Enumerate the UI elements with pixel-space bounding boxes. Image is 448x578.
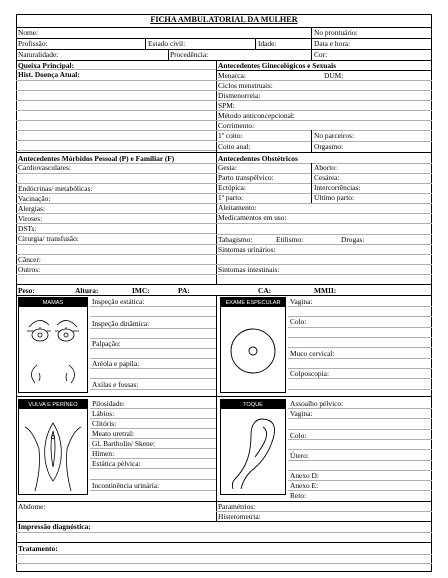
alergias-field[interactable]: Alergias:: [18, 204, 45, 213]
column-divider: [216, 295, 217, 501]
line: [90, 368, 216, 369]
line: [216, 203, 432, 204]
line: [16, 193, 216, 194]
toque-colo-field[interactable]: Colo:: [290, 431, 307, 440]
line: [16, 532, 432, 533]
idade-field[interactable]: Idade:: [258, 39, 277, 48]
impressao-field[interactable]: Impressão diagnóstica:: [18, 522, 91, 531]
line: [16, 150, 216, 151]
line: [216, 244, 432, 245]
vacinacao-field[interactable]: Vacinação:: [18, 194, 51, 203]
orgasmo-field[interactable]: Orgasmo:: [314, 142, 344, 151]
line: [16, 554, 432, 555]
toque-vagina-field[interactable]: Vagina:: [290, 409, 313, 418]
line: [16, 110, 216, 111]
obstetricos-heading: Antecedentes Obstétricos: [218, 154, 298, 163]
line: [288, 347, 432, 348]
aborto-field[interactable]: Aborto:: [314, 163, 337, 172]
line: [90, 428, 216, 429]
line: [16, 244, 216, 245]
line: [288, 358, 432, 359]
line: [288, 439, 432, 440]
line: [216, 254, 432, 255]
dismenorreia-field[interactable]: Dismenorreia:: [218, 91, 261, 100]
drogas-field[interactable]: Drogas:: [341, 235, 365, 244]
imc-field[interactable]: IMC:: [132, 286, 150, 295]
bartholin-field[interactable]: Gl. Bartholin/ Skene:: [92, 439, 156, 448]
cesarea-field[interactable]: Cesárea:: [314, 173, 340, 182]
ectopica-field[interactable]: Ectópica:: [218, 183, 246, 192]
line: [216, 173, 432, 174]
divider: [16, 542, 432, 543]
line: [288, 389, 432, 390]
queixa-label: Queixa Principal:: [18, 61, 75, 70]
primeiro-parto-field[interactable]: 1º parto:: [218, 193, 244, 202]
himen-field[interactable]: Hímen:: [92, 449, 115, 458]
ultimo-parto-field[interactable]: Último parto:: [314, 193, 355, 202]
incontinencia-field[interactable]: Incontinência urinária:: [92, 481, 160, 490]
naturalidade-field[interactable]: Naturalidade:: [18, 50, 59, 59]
toque-caption: TOQUE: [221, 400, 285, 409]
mamas-caption: MAMAS: [19, 298, 87, 307]
line: [90, 458, 216, 459]
altura-field[interactable]: Altura:: [75, 286, 99, 295]
histerometria-field[interactable]: Histerometria:: [218, 512, 261, 521]
uterus-illustration: [221, 409, 285, 494]
sint-intestinais-field[interactable]: Sintomas intestinais:: [218, 265, 280, 274]
divider-v: [255, 38, 256, 49]
abdome-field[interactable]: Abdome:: [18, 502, 46, 511]
line: [16, 69, 216, 70]
axilas-field[interactable]: Axilas e fossas:: [92, 380, 139, 389]
line: [16, 563, 432, 564]
spm-field[interactable]: SPM:: [218, 101, 235, 110]
line: [16, 130, 216, 131]
line: [288, 429, 432, 430]
line: [16, 274, 216, 275]
line: [16, 90, 216, 91]
tratamento-field[interactable]: Tratamento:: [18, 544, 58, 553]
column-divider: [216, 60, 217, 284]
line: [288, 460, 432, 461]
line: [90, 378, 216, 379]
data-hora-field[interactable]: Data e hora:: [314, 39, 351, 48]
utero-field[interactable]: Útero:: [290, 451, 309, 460]
parto-transp-field[interactable]: Parto transpélvico:: [218, 173, 274, 182]
line: [16, 120, 216, 121]
line: [288, 418, 432, 419]
line: [288, 490, 432, 491]
peso-field[interactable]: Peso:: [18, 286, 35, 295]
line: [90, 306, 216, 307]
dsts-field[interactable]: DSTs:: [18, 224, 37, 233]
line: [90, 479, 216, 480]
parceiros-field[interactable]: No parceiros:: [314, 131, 355, 140]
anexo-e-field[interactable]: Anexo E:: [290, 481, 319, 490]
corrimento-field[interactable]: Corrimento:: [218, 121, 255, 130]
divider: [16, 295, 432, 296]
line: [288, 327, 432, 328]
hda-label: Hist. Doença Atual:: [18, 70, 80, 79]
medicamentos-field[interactable]: Medicamentos em uso:: [218, 213, 287, 222]
line: [16, 264, 216, 265]
esp-vagina-field[interactable]: Vagina:: [290, 297, 313, 306]
line: [216, 163, 432, 164]
colposcopia-field[interactable]: Colposcopia:: [290, 369, 330, 378]
menarca-field[interactable]: Menarca:: [218, 71, 246, 80]
etilismo-field[interactable]: Etilismo:: [276, 235, 304, 244]
prontuario-field[interactable]: No prontuário:: [314, 28, 358, 37]
line: [288, 306, 432, 307]
line: [16, 163, 216, 164]
line: [216, 100, 432, 101]
toque-diagram: [220, 399, 286, 495]
viroses-field[interactable]: Viroses:: [18, 214, 43, 223]
line: [90, 316, 216, 317]
inspecao-dinamica-field[interactable]: Inspeção dinâmica:: [92, 319, 150, 328]
muco-field[interactable]: Muco cervical:: [290, 349, 335, 358]
anexo-d-field[interactable]: Anexo D:: [290, 471, 319, 480]
vulva-illustration: [19, 409, 87, 494]
line: [216, 264, 432, 265]
line: [90, 418, 216, 419]
pa-field[interactable]: PA:: [178, 286, 190, 295]
vulva-caption: VULVA E PERÍNEO: [19, 400, 87, 409]
areola-field[interactable]: Aréola e papila:: [92, 359, 140, 368]
nome-field[interactable]: Nome:: [18, 28, 39, 37]
line: [288, 449, 432, 450]
line: [16, 233, 216, 234]
line: [16, 203, 216, 204]
morbidos-heading: Antecedentes Mórbidos Pessoal (P) e Familiar (F): [18, 154, 175, 163]
line: [16, 254, 216, 255]
intercorrencias-field[interactable]: Intercorrências:: [314, 183, 361, 192]
divider: [16, 27, 432, 28]
line: [216, 223, 432, 224]
coito1-field[interactable]: 1º coito:: [218, 131, 243, 140]
pilosidade-field[interactable]: Pilosidade:: [92, 399, 125, 408]
tabagismo-field[interactable]: Tabagismo:: [218, 235, 253, 244]
breast-illustration: [19, 307, 87, 392]
metodo-field[interactable]: Método anticoncepcional:: [218, 111, 295, 120]
divider-v: [168, 49, 169, 60]
line: [288, 408, 432, 409]
ciclos-field[interactable]: Ciclos menstruais:: [218, 81, 273, 90]
line: [90, 448, 216, 449]
aleitamento-field[interactable]: Aleitamento:: [218, 203, 257, 212]
divider: [16, 284, 432, 285]
line: [288, 337, 432, 338]
line: [288, 470, 432, 471]
line: [90, 338, 216, 339]
divider: [16, 152, 432, 153]
esp-colo-field[interactable]: Colo:: [290, 317, 307, 326]
dum-field[interactable]: DUM:: [324, 71, 344, 80]
line: [16, 80, 216, 81]
line: [90, 438, 216, 439]
ca-field[interactable]: CA:: [258, 286, 272, 295]
line: [216, 234, 432, 235]
divider-v: [311, 27, 312, 60]
palpacao-field[interactable]: Palpação:: [92, 339, 121, 348]
line: [216, 213, 432, 214]
vulva-diagram: [18, 399, 88, 495]
endocrinas-field[interactable]: Endócrinas/ metabólicas:: [18, 184, 93, 193]
gesta-field[interactable]: Gesta:: [218, 163, 237, 172]
form-title: FICHA AMBULATORIAL DA MULHER: [150, 15, 298, 24]
line: [16, 183, 216, 184]
line: [90, 348, 216, 349]
labios-field[interactable]: Lábios:: [92, 409, 115, 418]
line: [90, 328, 216, 329]
line: [288, 368, 432, 369]
cancer-field[interactable]: Câncer:: [18, 255, 41, 264]
divider-v: [311, 130, 312, 152]
line: [16, 173, 216, 174]
reto-field[interactable]: Reto:: [290, 491, 307, 500]
divider-v: [311, 163, 312, 203]
line: [90, 468, 216, 469]
procedencia-field[interactable]: Procedência:: [170, 50, 209, 59]
line: [90, 490, 216, 491]
profissao-field[interactable]: Profissão:: [18, 39, 48, 48]
especular-diagram: [220, 297, 286, 393]
estatica-field[interactable]: Estática pélvica:: [92, 459, 141, 468]
coito-anal-field[interactable]: Coito anal:: [218, 142, 251, 151]
gineco-heading: Antecedentes Ginecológicos e Sexuais: [218, 61, 337, 70]
cardio-field[interactable]: Cardiovasculares:: [18, 163, 71, 172]
parametrios-field[interactable]: Paramétrios:: [218, 502, 256, 511]
divider: [16, 396, 432, 397]
line: [90, 389, 216, 390]
especular-caption: EXAME ESPECULAR: [221, 298, 285, 307]
line: [90, 358, 216, 359]
clitoris-field[interactable]: Clitóris:: [92, 419, 117, 428]
divider-v: [145, 38, 146, 49]
line: [288, 480, 432, 481]
line: [216, 274, 432, 275]
divider: [16, 38, 432, 39]
cirurgia-field[interactable]: Cirurgia/ transfusão:: [18, 234, 79, 243]
outros-field[interactable]: Outros:: [18, 265, 41, 274]
line: [90, 408, 216, 409]
sint-urinarios-field[interactable]: Sintomas urinários:: [218, 245, 276, 254]
cervix-illustration: [221, 307, 285, 392]
mmii-field[interactable]: MMII:: [314, 286, 337, 295]
cor-field[interactable]: Cor:: [314, 50, 328, 59]
mamas-diagram: [18, 297, 88, 393]
line: [288, 316, 432, 317]
line: [216, 193, 432, 194]
line: [16, 213, 216, 214]
inspecao-estatica-field[interactable]: Inspeção estática:: [92, 297, 145, 306]
line: [216, 183, 432, 184]
line: [16, 223, 216, 224]
line: [16, 100, 216, 101]
meato-field[interactable]: Meato uretral:: [92, 429, 135, 438]
line: [288, 378, 432, 379]
assoalho-field[interactable]: Assoalho pélvico:: [290, 399, 344, 408]
line: [16, 140, 216, 141]
divider: [16, 49, 432, 50]
estado-civil-field[interactable]: Estado civil:: [148, 39, 186, 48]
